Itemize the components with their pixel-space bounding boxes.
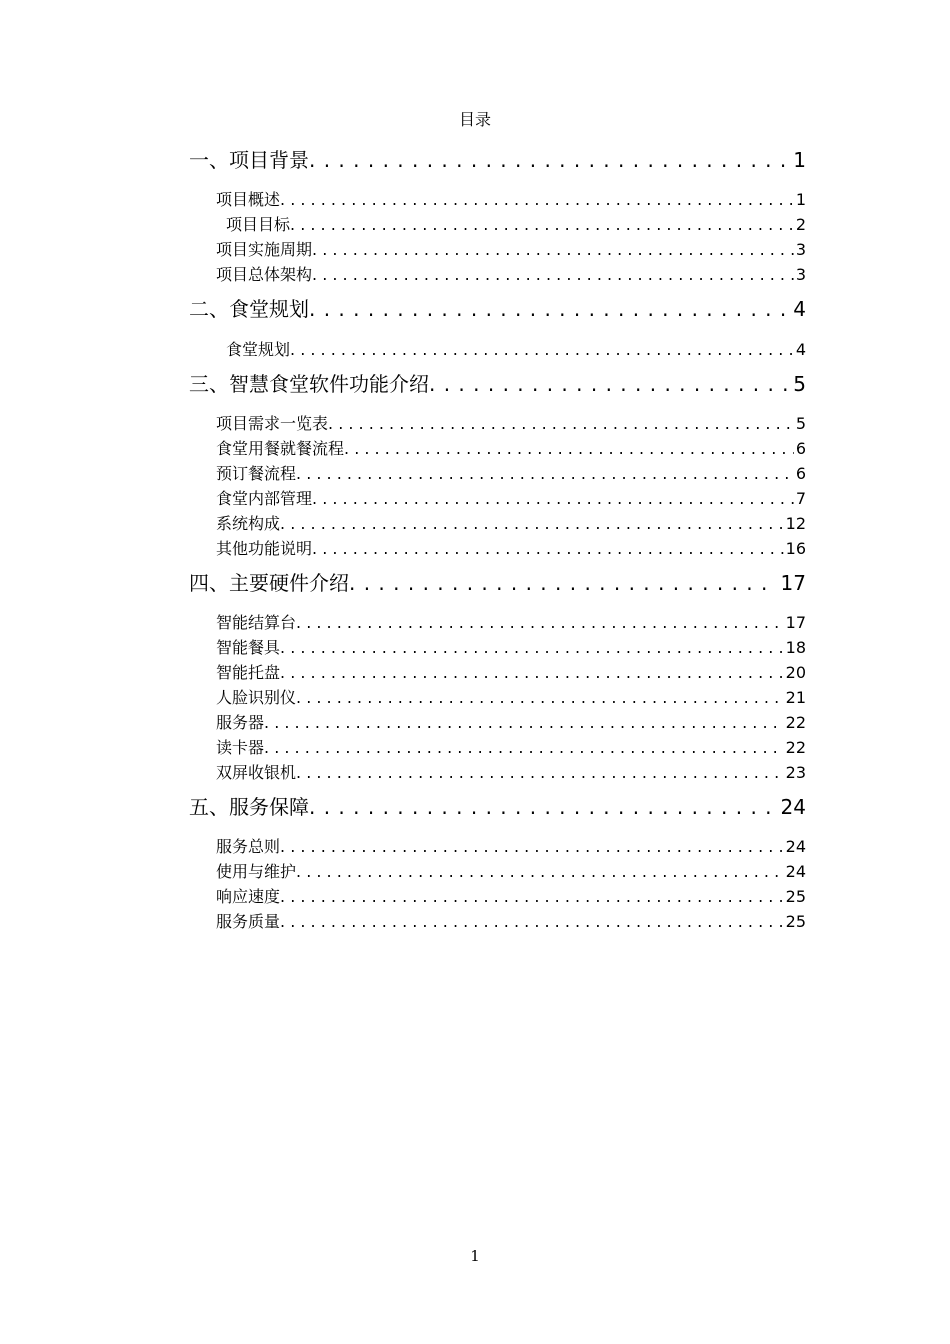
- toc-item-label: 系统构成: [216, 514, 281, 533]
- toc-item[interactable]: [216, 637, 806, 659]
- toc-title: 目录: [458, 110, 491, 129]
- toc-section-label: 二、食堂规划: [189, 297, 309, 321]
- toc-item-label: 食堂规划: [226, 340, 291, 359]
- toc-item[interactable]: [216, 438, 806, 460]
- page-number: 1: [470, 1247, 480, 1265]
- dot-leader: [290, 339, 794, 361]
- dot-leader: [296, 861, 784, 883]
- toc-item-label: 其他功能说明: [216, 539, 313, 558]
- toc-item[interactable]: [216, 836, 806, 858]
- toc-page-number: 24: [785, 862, 806, 881]
- toc-page-number: 3: [795, 240, 806, 259]
- dot-leader: [309, 794, 777, 820]
- toc-item[interactable]: [216, 737, 806, 759]
- toc-item-label: 服务总则: [216, 837, 281, 856]
- dot-leader: [344, 438, 794, 460]
- toc-page-number: 12: [785, 514, 806, 533]
- dot-leader: [280, 662, 784, 684]
- toc-item-label: 读卡器: [216, 738, 265, 757]
- dot-leader: [349, 570, 777, 596]
- dot-leader: [312, 239, 794, 261]
- toc-item[interactable]: [216, 886, 806, 908]
- toc-item-label: 食堂用餐就餐流程: [216, 439, 345, 458]
- toc-section-5[interactable]: [189, 794, 806, 820]
- toc-item[interactable]: [216, 413, 806, 435]
- toc-item[interactable]: [216, 911, 806, 933]
- toc-page-number: 23: [785, 763, 806, 782]
- toc-section-label: 三、智慧食堂软件功能介绍: [189, 372, 429, 396]
- dot-leader: [296, 762, 784, 784]
- dot-leader: [280, 836, 784, 858]
- toc-page-number: 5: [795, 414, 806, 433]
- dot-leader: [429, 371, 789, 397]
- toc-page-number: 18: [785, 638, 806, 657]
- toc-page-number: 16: [785, 539, 806, 558]
- dot-leader: [312, 538, 784, 560]
- toc-item-label: 智能结算台: [216, 613, 297, 632]
- toc-item[interactable]: [216, 264, 806, 286]
- toc-page-number: 20: [785, 663, 806, 682]
- toc-item-label: 项目目标: [226, 215, 291, 234]
- toc-page-number: 4: [795, 340, 806, 359]
- toc-page-number: 22: [785, 713, 806, 732]
- toc-item-label: 智能餐具: [216, 638, 281, 657]
- toc-page-number: 3: [795, 265, 806, 284]
- dot-leader: [312, 488, 794, 510]
- toc-page-number: 7: [795, 489, 806, 508]
- toc-item-label: 食堂内部管理: [216, 489, 313, 508]
- dot-leader: [264, 737, 784, 759]
- toc-item[interactable]: [216, 538, 806, 560]
- dot-leader: [280, 637, 784, 659]
- toc-item-label: 项目实施周期: [216, 240, 313, 259]
- toc-item[interactable]: [216, 712, 806, 734]
- toc-item-label: 双屏收银机: [216, 763, 297, 782]
- toc-page-number: 5: [793, 372, 806, 396]
- toc-section-label: 一、项目背景: [189, 148, 309, 172]
- dot-leader: [296, 463, 794, 485]
- toc-page-number: 1: [793, 148, 806, 172]
- toc-item-label: 项目概述: [216, 190, 281, 209]
- toc-item-label: 服务器: [216, 713, 265, 732]
- toc-item-label: 服务质量: [216, 912, 281, 931]
- toc-item-label: 项目需求一览表: [216, 414, 329, 433]
- toc-section-3[interactable]: [189, 371, 806, 397]
- dot-leader: [290, 214, 794, 236]
- toc-item[interactable]: [226, 214, 806, 236]
- toc-item[interactable]: [216, 513, 806, 535]
- toc-item[interactable]: [216, 488, 806, 510]
- toc-item[interactable]: [216, 612, 806, 634]
- toc-page-number: 2: [795, 215, 806, 234]
- toc-page-number: 17: [785, 613, 806, 632]
- dot-leader: [264, 712, 784, 734]
- toc-page-number: 4: [793, 297, 806, 321]
- toc-page-number: 21: [785, 688, 806, 707]
- dot-leader: [280, 189, 794, 211]
- toc-page-number: 6: [795, 439, 806, 458]
- dot-leader: [296, 612, 784, 634]
- toc-page-number: 24: [785, 837, 806, 856]
- toc-section-label: 四、主要硬件介绍: [189, 571, 349, 595]
- toc-item[interactable]: [216, 687, 806, 709]
- toc-item[interactable]: [216, 463, 806, 485]
- toc-page-number: 1: [795, 190, 806, 209]
- toc-page-number: 17: [780, 571, 806, 595]
- toc-section-label: 五、服务保障: [189, 795, 309, 819]
- dot-leader: [309, 296, 789, 322]
- toc-section-4[interactable]: [189, 570, 806, 596]
- toc-section-1[interactable]: [189, 147, 806, 173]
- toc-item[interactable]: [216, 189, 806, 211]
- toc-item-label: 使用与维护: [216, 862, 297, 881]
- toc-item[interactable]: [216, 762, 806, 784]
- dot-leader: [280, 513, 784, 535]
- toc-page-number: 6: [795, 464, 806, 483]
- dot-leader: [312, 264, 794, 286]
- toc-item[interactable]: [226, 339, 806, 361]
- toc-item[interactable]: [216, 239, 806, 261]
- toc-page-number: 25: [785, 912, 806, 931]
- toc-page-number: 22: [785, 738, 806, 757]
- toc-item[interactable]: [216, 861, 806, 883]
- dot-leader: [280, 886, 784, 908]
- toc-item-label: 预订餐流程: [216, 464, 297, 483]
- dot-leader: [280, 911, 784, 933]
- toc-page-number: 24: [780, 795, 806, 819]
- toc-item-label: 响应速度: [216, 887, 281, 906]
- toc-item[interactable]: [216, 662, 806, 684]
- dot-leader: [309, 147, 789, 173]
- dot-leader: [328, 413, 794, 435]
- toc-item-label: 人脸识别仪: [216, 688, 297, 707]
- toc-section-2[interactable]: [189, 296, 806, 322]
- toc-item-label: 项目总体架构: [216, 265, 313, 284]
- dot-leader: [296, 687, 784, 709]
- toc-item-label: 智能托盘: [216, 663, 281, 682]
- toc-page-number: 25: [785, 887, 806, 906]
